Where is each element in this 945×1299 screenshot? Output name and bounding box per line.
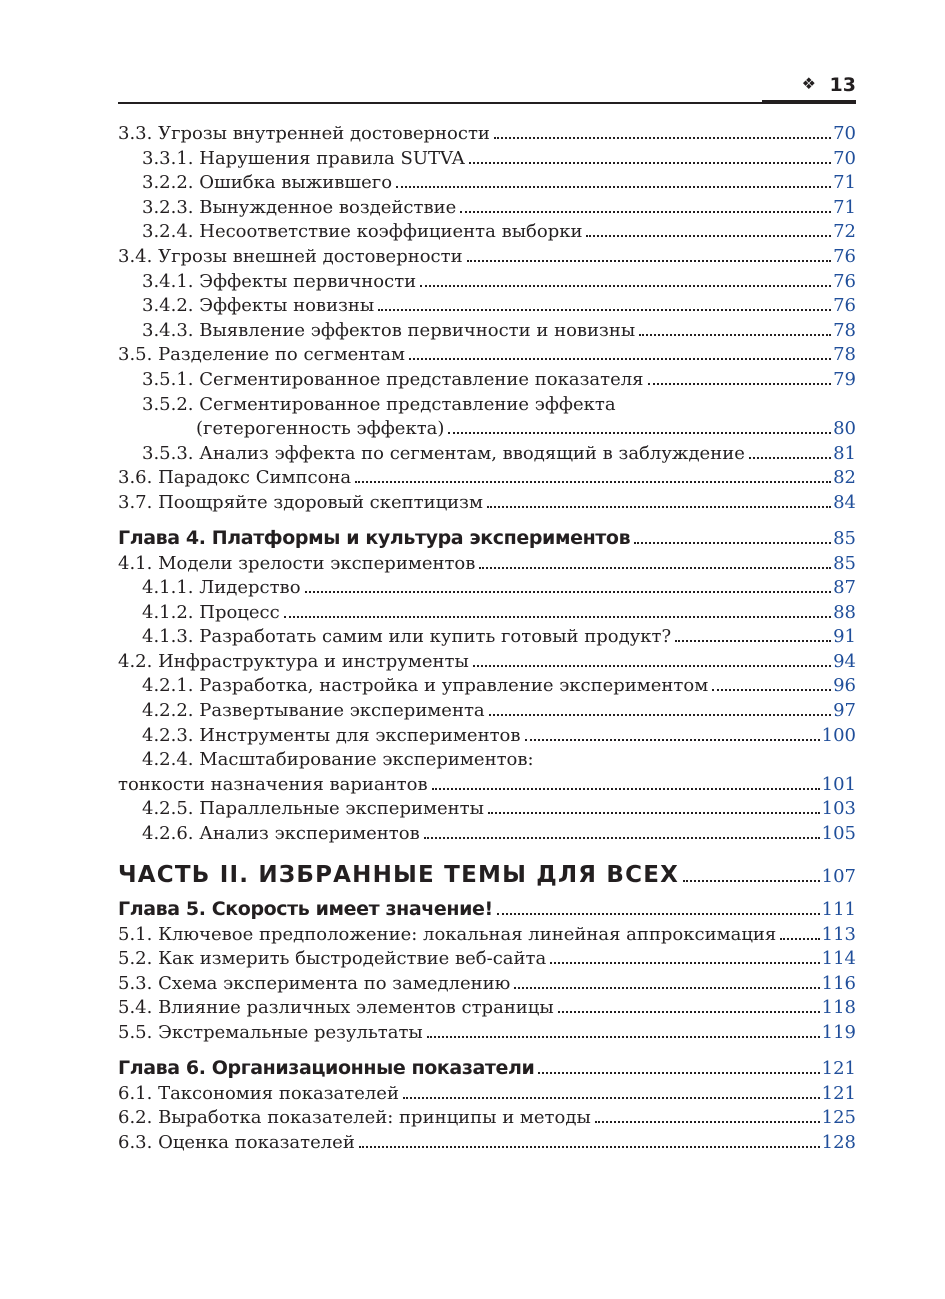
toc-entry-title: ЧАСТЬ II. ИЗБРАННЫЕ ТЕМЫ ДЛЯ ВСЕХ [118, 861, 680, 888]
dot-leader [284, 616, 831, 618]
dot-leader [396, 186, 831, 188]
toc-entry[interactable] [118, 320, 856, 345]
toc-entry-title: Глава 5. Скорость имеет значение! [118, 897, 493, 920]
toc-entry[interactable] [118, 798, 856, 823]
toc-entry-title: 5.3. Схема эксперимента по замедлению [118, 972, 511, 994]
toc-page-number[interactable]: 94 [833, 650, 856, 672]
toc-page-number[interactable]: 113 [821, 923, 856, 945]
toc-page-number[interactable]: 71 [833, 196, 856, 218]
toc-entry[interactable] [118, 1022, 856, 1047]
toc-entry[interactable] [118, 418, 856, 443]
header-rule [118, 102, 856, 104]
toc-page-number[interactable]: 114 [821, 948, 856, 970]
dot-leader [586, 235, 831, 237]
toc-entry-title: 3.5.3. Анализ эффекта по сегментам, вводящий в заблуждение [142, 442, 745, 464]
toc-page-number[interactable]: 85 [833, 527, 856, 549]
toc-page-number[interactable]: 70 [833, 123, 856, 144]
toc-page-number[interactable]: 78 [833, 319, 856, 341]
toc-entry-title: 4.1.2. Процесс [142, 601, 280, 623]
toc-entry-title: 6.2. Выработка показателей: принципы и методы [118, 1107, 591, 1129]
toc-page-number[interactable]: 81 [833, 442, 856, 464]
toc-entry-title: 3.4.1. Эффекты первичности [142, 270, 417, 292]
toc-entry-title: 3.4. Угрозы внешней достоверности [118, 245, 463, 267]
toc-entry-title: 3.2.3. Вынужденное воздействие [142, 196, 457, 218]
toc-page-number[interactable]: 96 [833, 675, 856, 697]
dot-leader [427, 1036, 820, 1038]
dot-leader [525, 739, 820, 741]
toc-entry[interactable] [118, 148, 856, 173]
toc-entry-title: 5.4. Влияние различных элементов страницы [118, 997, 554, 1019]
toc-page-number[interactable]: 121 [821, 1082, 856, 1104]
dot-leader [432, 788, 820, 790]
toc-chapter-entry[interactable] [118, 898, 856, 920]
toc-entry[interactable] [118, 577, 856, 602]
toc-page-number[interactable]: 118 [821, 997, 856, 1019]
toc-entry[interactable] [118, 1107, 856, 1132]
ornament-icon: ❖ [801, 74, 816, 93]
toc-entry[interactable] [118, 492, 856, 517]
toc-entry-title: тонкости назначения вариантов [118, 773, 428, 795]
toc-entry[interactable] [118, 1083, 856, 1108]
toc-entry[interactable] [118, 651, 856, 676]
toc-entry-title: 6.1. Таксономия показателей [118, 1082, 399, 1104]
toc-page-number[interactable]: 76 [833, 295, 856, 317]
dot-leader [448, 432, 831, 434]
toc-entry[interactable] [118, 675, 856, 700]
toc-page-number[interactable]: 100 [821, 724, 856, 746]
toc-page-number[interactable]: 85 [833, 552, 856, 574]
toc-entry-title: Глава 4. Платформы и культура экспериментов [118, 526, 631, 549]
toc-entry-title: Глава 6. Организационные показатели [118, 1056, 535, 1079]
toc-page-number[interactable]: 79 [833, 368, 856, 390]
toc-page-number[interactable]: 91 [833, 626, 856, 648]
toc-part-entry[interactable] [118, 862, 856, 888]
dot-leader [683, 880, 820, 882]
toc-page-number[interactable]: 82 [833, 467, 856, 489]
toc-page-number[interactable]: 88 [833, 601, 856, 623]
toc-page-number[interactable]: 111 [821, 898, 856, 920]
toc-entry[interactable] [118, 823, 856, 848]
toc-entry-title: 4.1. Модели зрелости экспериментов [118, 552, 476, 574]
toc-page-number[interactable]: 128 [821, 1131, 856, 1153]
toc-entry[interactable] [118, 467, 856, 492]
toc-entry[interactable] [118, 295, 856, 320]
toc-page-number[interactable]: 76 [833, 270, 856, 292]
toc-entry-title: 3.3. Угрозы внутренней достоверности [118, 123, 490, 144]
toc-entry[interactable] [118, 221, 856, 246]
dot-leader [675, 640, 831, 642]
toc-page-number[interactable]: 84 [833, 491, 856, 513]
toc-entry[interactable] [118, 749, 856, 774]
toc-entry[interactable] [118, 246, 856, 271]
running-header [118, 72, 856, 104]
toc-entry-title: 3.4.2. Эффекты новизны [142, 295, 375, 317]
dot-leader [648, 383, 832, 385]
header-tab [762, 100, 856, 104]
toc-page-number[interactable]: 121 [821, 1057, 856, 1079]
toc-entry-title: 3.4.3. Выявление эффектов первичности и новизны [142, 319, 636, 341]
toc-entry[interactable] [118, 553, 856, 578]
toc-page-number[interactable]: 116 [821, 972, 856, 994]
toc-entry-title: 3.6. Парадокс Симпсона [118, 467, 352, 489]
dot-leader [378, 309, 831, 311]
toc-page-number[interactable]: 107 [821, 865, 856, 887]
toc-entry-title: 3.7. Поощряйте здоровый скептицизм [118, 491, 483, 513]
dot-leader [558, 1011, 820, 1013]
toc-page-number[interactable]: 125 [821, 1107, 856, 1129]
toc-page-number[interactable]: 101 [821, 773, 856, 795]
dot-leader [712, 689, 831, 691]
toc-entry[interactable] [118, 443, 856, 468]
toc-entry-title: 4.1.3. Разработать самим или купить готовый продукт? [142, 626, 672, 648]
dot-leader [403, 1097, 820, 1099]
dot-leader [489, 714, 831, 716]
toc-entry-title: (гетерогенность эффекта) [196, 418, 445, 440]
toc-page-number[interactable]: 71 [833, 172, 856, 194]
dot-leader [359, 1146, 820, 1148]
toc-entry-title: 4.2.1. Разработка, настройка и управление экспериментом [142, 675, 709, 697]
toc-entry[interactable] [118, 394, 856, 419]
toc-chapter-entry[interactable] [118, 1057, 856, 1079]
toc-entry[interactable] [118, 369, 856, 394]
table-of-contents [118, 123, 856, 1156]
toc-entry-title: 3.2.4. Несоответствие коэффициента выборки [142, 221, 583, 243]
toc-page-number[interactable]: 76 [833, 245, 856, 267]
toc-entry[interactable] [118, 774, 856, 799]
dot-leader [467, 260, 832, 262]
dot-leader [355, 481, 831, 483]
dot-leader [409, 358, 831, 360]
toc-entry-title: 4.2.4. Масштабирование экспериментов: [142, 749, 534, 771]
page-number: 13 [829, 74, 856, 96]
dot-leader [634, 542, 831, 544]
toc-entry[interactable] [118, 700, 856, 725]
toc-page-number[interactable]: 97 [833, 700, 856, 722]
toc-entry-title: 3.5.2. Сегментированное представление эффекта [142, 393, 616, 415]
dot-leader [749, 457, 831, 459]
toc-entry[interactable] [118, 344, 856, 369]
toc-entry[interactable] [118, 123, 856, 148]
dot-leader [550, 962, 819, 964]
dot-leader [497, 913, 820, 915]
toc-entry[interactable] [118, 626, 856, 651]
toc-entry-title: 4.1.1. Лидерство [142, 577, 301, 599]
toc-page-number[interactable]: 87 [833, 577, 856, 599]
toc-entry[interactable] [118, 602, 856, 627]
toc-entry-title: 5.2. Как измерить быстродействие веб-сайта [118, 948, 547, 970]
dot-leader [488, 812, 820, 814]
dot-leader [420, 285, 831, 287]
dot-leader [595, 1121, 820, 1123]
toc-entry-title: 4.2.6. Анализ экспериментов [142, 823, 420, 845]
toc-page-number[interactable]: 72 [833, 221, 856, 243]
toc-entry-title: 3.5. Разделение по сегментам [118, 344, 405, 366]
toc-page-number[interactable]: 70 [833, 147, 856, 169]
dot-leader [460, 211, 831, 213]
dot-leader [494, 137, 831, 139]
toc-entry-title: 4.2.2. Развертывание эксперимента [142, 700, 485, 722]
toc-entry-title: 4.2. Инфраструктура и инструменты [118, 650, 469, 672]
toc-entry-title: 3.3.1. Нарушения правила SUTVA [142, 147, 465, 169]
toc-entry-title: 6.3. Оценка показателей [118, 1131, 355, 1153]
dot-leader [469, 162, 831, 164]
toc-page-number[interactable]: 105 [821, 823, 856, 845]
toc-chapter-entry[interactable] [118, 527, 856, 549]
toc-entry-title: 4.2.5. Параллельные эксперименты [142, 798, 484, 820]
dot-leader [479, 567, 831, 569]
toc-entry[interactable] [118, 197, 856, 222]
dot-leader [473, 665, 831, 667]
toc-entry[interactable] [118, 948, 856, 973]
toc-entry[interactable] [118, 271, 856, 296]
dot-leader [305, 591, 832, 593]
toc-page-number[interactable]: 80 [833, 418, 856, 440]
toc-page-number[interactable]: 78 [833, 344, 856, 366]
toc-page-number[interactable]: 119 [821, 1022, 856, 1043]
dot-leader [424, 837, 820, 839]
toc-entry[interactable] [118, 725, 856, 750]
dot-leader [639, 334, 831, 336]
toc-entry-title: 3.2.2. Ошибка выжившего [142, 172, 393, 194]
toc-page-number[interactable]: 103 [821, 798, 856, 820]
dot-leader [514, 987, 819, 989]
dot-leader [538, 1072, 819, 1074]
dot-leader [780, 938, 819, 940]
toc-entry-title: 3.5.1. Сегментированное представление показателя [142, 368, 644, 390]
toc-entry-title: 5.5. Экстремальные результаты [118, 1022, 423, 1043]
toc-entry[interactable] [118, 973, 856, 998]
toc-entry-title: 4.2.3. Инструменты для экспериментов [142, 724, 521, 746]
toc-entry[interactable] [118, 172, 856, 197]
toc-entry[interactable] [118, 997, 856, 1022]
toc-entry[interactable] [118, 924, 856, 949]
toc-entry-title: 5.1. Ключевое предположение: локальная линейная аппроксимация [118, 923, 777, 945]
dot-leader [487, 506, 831, 508]
toc-entry[interactable] [118, 1132, 856, 1157]
